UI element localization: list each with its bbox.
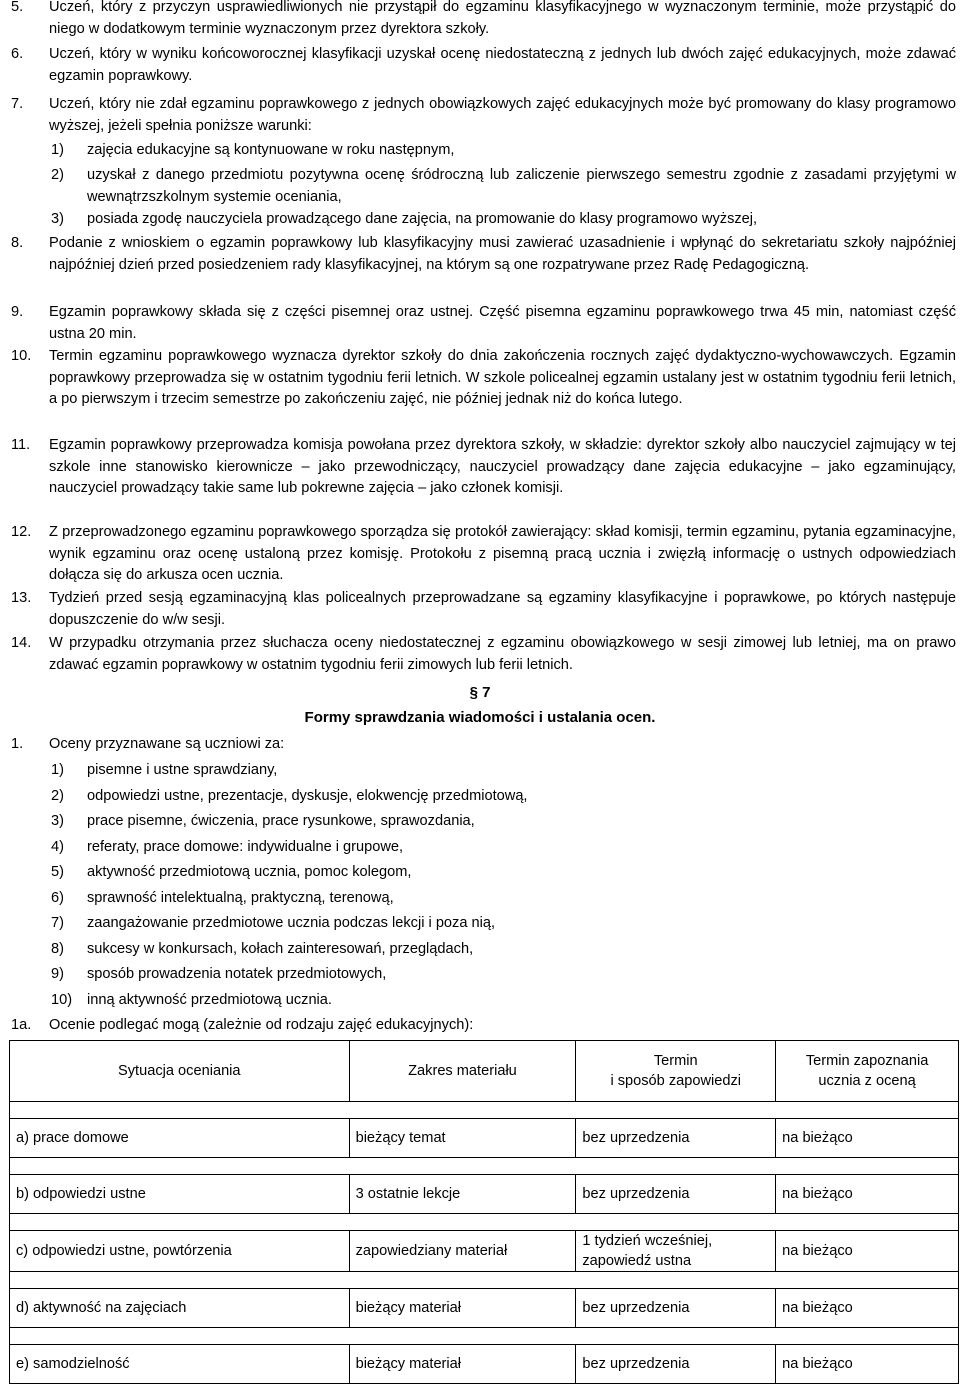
section-title: Formy sprawdzania wiadomości i ustalania ocen. [304, 709, 656, 726]
table-cell: na bieżąco [776, 1289, 959, 1328]
table-cell: na bieżąco [776, 1119, 959, 1158]
table-cell: bieżący materiał [349, 1289, 576, 1328]
table-cell: a) prace domowe [10, 1119, 350, 1158]
item-number: 1) [51, 762, 64, 778]
table-row [10, 1289, 959, 1328]
table-row [10, 1175, 959, 1214]
item-text: Uczeń, który nie zdał egzaminu poprawkowego z jednych obowiązkowych zajęć edukacyjnych może być promowany do klasy programowo wyższej, jeżeli spełnia poniższe warunki: [49, 96, 956, 134]
spacer-cell [10, 1328, 959, 1345]
spacer-cell [10, 1214, 959, 1231]
item-text: Termin egzaminu poprawkowego wyznacza dyrektor szkoły do dnia zakończenia rocznych zajęć dydaktyczno-wychowawczych. Egzamin poprawkowy przeprowadza się w ostatnim tygodniu ferii letnich. W szkole policealnej egzamin ustalany jest w ostatnim tygodniu ferii letnich, a po pierwszym i trzecim semestrze po zakończeniu zajęć, nie później jednak niż do końca lutego. [49, 348, 956, 407]
table-cell: na bieżąco [776, 1231, 959, 1272]
item-number: 2) [51, 788, 64, 804]
item-number: 8. [11, 235, 24, 251]
item-text: sukcesy w konkursach, kołach zainteresowań, przeglądach, [87, 941, 474, 957]
item-text: Egzamin poprawkowy przeprowadza komisja powołana przez dyrektora szkoły, w składzie: dyrektor szkoły albo nauczyciel zajmujący w tej szkole inne stanowisko kierownicze – jako przewodniczący, nauczyciel prowadzący dane zajęcia edukacyjne – jako egzaminujący, nauczyciel prowadzący takie same lub pokrewne zajęcia – jako członek komisji. [49, 437, 956, 496]
column-header [576, 1041, 776, 1102]
item-number: 9. [11, 304, 24, 320]
item-text: Oceny przyznawane są uczniowi za: [49, 736, 285, 752]
table-spacer-row [10, 1272, 959, 1289]
header-text: Termin i sposób zapowiedzi [610, 1053, 742, 1089]
table-spacer-row [10, 1214, 959, 1231]
table-spacer-row [10, 1102, 959, 1119]
item-number: 1a. [11, 1017, 32, 1033]
table-cell: bieżący temat [349, 1119, 576, 1158]
table-row [10, 1231, 959, 1272]
table-cell: d) aktywność na zajęciach [10, 1289, 350, 1328]
item-text: sposób prowadzenia notatek przedmiotowych, [87, 966, 387, 982]
column-header: Zakres materiału [349, 1041, 576, 1102]
item-text: aktywność przedmiotową ucznia, pomoc kolegom, [87, 864, 412, 880]
item-text: Tydzień przed sesją egzaminacyjną klas policealnych przeprowadzane są egzaminy klasyfikacyjne i poprawkowe, po których następuje dopuszczenie do w/w sesji. [49, 590, 956, 628]
table-cell: bez uprzedzenia [576, 1175, 776, 1214]
table-cell: bez uprzedzenia [576, 1345, 776, 1384]
table-row [10, 1345, 959, 1384]
item-text: zaangażowanie przedmiotowe ucznia podczas lekcji i poza nią, [87, 915, 496, 931]
item-text: zajęcia edukacyjne są kontynuowane w roku następnym, [87, 142, 455, 158]
table-cell: zapowiedziany materiał [349, 1231, 576, 1272]
table-cell: bez uprzedzenia [576, 1289, 776, 1328]
spacer-cell [10, 1272, 959, 1289]
grading-table [9, 1040, 959, 1384]
spacer-cell [10, 1158, 959, 1175]
item-text: pisemne i ustne sprawdziany, [87, 762, 278, 778]
item-text: sprawność intelektualną, praktyczną, terenową, [87, 890, 394, 906]
item-text: Uczeń, który w wyniku końcoworocznej klasyfikacji uzyskał ocenę niedostateczną z jednych lub dwóch zajęć edukacyjnych, może zdawać egzamin poprawkowy. [49, 46, 956, 84]
spacer-cell [10, 1102, 959, 1119]
cell-text: 1 tydzień wcześniej, zapowiedź ustna [582, 1233, 713, 1269]
table-cell: bieżący materiał [349, 1345, 576, 1384]
item-number: 13. [11, 590, 32, 606]
item-text: Egzamin poprawkowy składa się z części pisemnej oraz ustnej. Część pisemna egzaminu poprawkowego trwa 45 min, natomiast część ustna 20 min. [49, 304, 956, 342]
item-text: prace pisemne, ćwiczenia, prace rysunkowe, sprawozdania, [87, 813, 475, 829]
item-number: 4) [51, 839, 64, 855]
table-cell: na bieżąco [776, 1175, 959, 1214]
item-number: 14. [11, 635, 32, 651]
table-cell: na bieżąco [776, 1345, 959, 1384]
item-text: Z przeprowadzonego egzaminu poprawkowego sporządza się protokół zawierający: skład komisji, termin egzaminu, pytania egzaminacyjne, wynik egzaminu oraz ocenę ustaloną przez komisję. Protokołu z pisemną pracą ucznia i zwięzłą informację o ustnych odpowiedziach dołącza się do arkusza ocen ucznia. [49, 524, 956, 583]
table-cell: 3 ostatnie lekcje [349, 1175, 576, 1214]
item-number: 9) [51, 966, 64, 982]
item-number: 6) [51, 890, 64, 906]
item-number: 5. [11, 0, 24, 15]
header-text: Termin zapoznania ucznia z oceną [805, 1053, 929, 1089]
item-text: Podanie z wnioskiem o egzamin poprawkowy lub klasyfikacyjny musi zawierać uzasadnienie i wpłynąć do sekretariatu szkoły najpóźniej najpóźniej dzień przed posiedzeniem rady klasyfikacyjnej, na którym są one rozpatrywane przez Radę Pedagogiczną. [49, 235, 956, 273]
item-number: 3) [51, 211, 64, 227]
item-number: 10) [51, 992, 73, 1008]
item-text: uzyskał z danego przedmiotu pozytywna ocenę śródroczną lub zaliczenie pierwszego semestru zgodnie z zasadami przyjętymi w wewnątrzszkolnym systemie oceniania, [87, 167, 956, 205]
table-row [10, 1119, 959, 1158]
item-number: 7) [51, 915, 64, 931]
table-cell: b) odpowiedzi ustne [10, 1175, 350, 1214]
column-header [776, 1041, 959, 1102]
item-number: 10. [11, 348, 32, 364]
item-number: 1. [11, 736, 24, 752]
table-cell: c) odpowiedzi ustne, powtórzenia [10, 1231, 350, 1272]
item-number: 2) [51, 167, 64, 183]
item-text: W przypadku otrzymania przez słuchacza oceny niedostatecznej z egzaminu obowiązkowego w sesji zimowej lub letniej, ma on prawo zdawać egzamin poprawkowy w ostatnim tygodniu ferii zimowych lub ferii letnich. [49, 635, 956, 673]
table-header-row [10, 1041, 959, 1102]
item-text: referaty, prace domowe: indywidualne i grupowe, [87, 839, 404, 855]
table-spacer-row [10, 1328, 959, 1345]
table-cell: e) samodzielność [10, 1345, 350, 1384]
item-text: odpowiedzi ustne, prezentacje, dyskusje, elokwencję przedmiotową, [87, 788, 528, 804]
item-number: 6. [11, 46, 24, 62]
item-number: 5) [51, 864, 64, 880]
item-text: posiada zgodę nauczyciela prowadzącego dane zajęcia, na promowanie do klasy programowo wyższej, [87, 211, 758, 227]
item-number: 3) [51, 813, 64, 829]
item-number: 11. [11, 437, 31, 453]
column-header: Sytuacja oceniania [10, 1041, 350, 1102]
item-text: Ocenie podlegać mogą (zależnie od rodzaju zajęć edukacyjnych): [49, 1017, 474, 1033]
item-text: Uczeń, który z przyczyn usprawiedliwionych nie przystąpił do egzaminu klasyfikacyjnego w wyznaczonym terminie, może przystąpić do niego w dodatkowym terminie wyznaczonym przez dyrektora szkoły. [49, 0, 956, 37]
table-cell: bez uprzedzenia [576, 1119, 776, 1158]
item-number: 7. [11, 96, 24, 112]
item-number: 8) [51, 941, 64, 957]
item-text: inną aktywność przedmiotową ucznia. [87, 992, 332, 1008]
table-spacer-row [10, 1158, 959, 1175]
table-cell [576, 1231, 776, 1272]
section-number: § 7 [469, 684, 491, 701]
item-number: 1) [51, 142, 64, 158]
item-number: 12. [11, 524, 32, 540]
